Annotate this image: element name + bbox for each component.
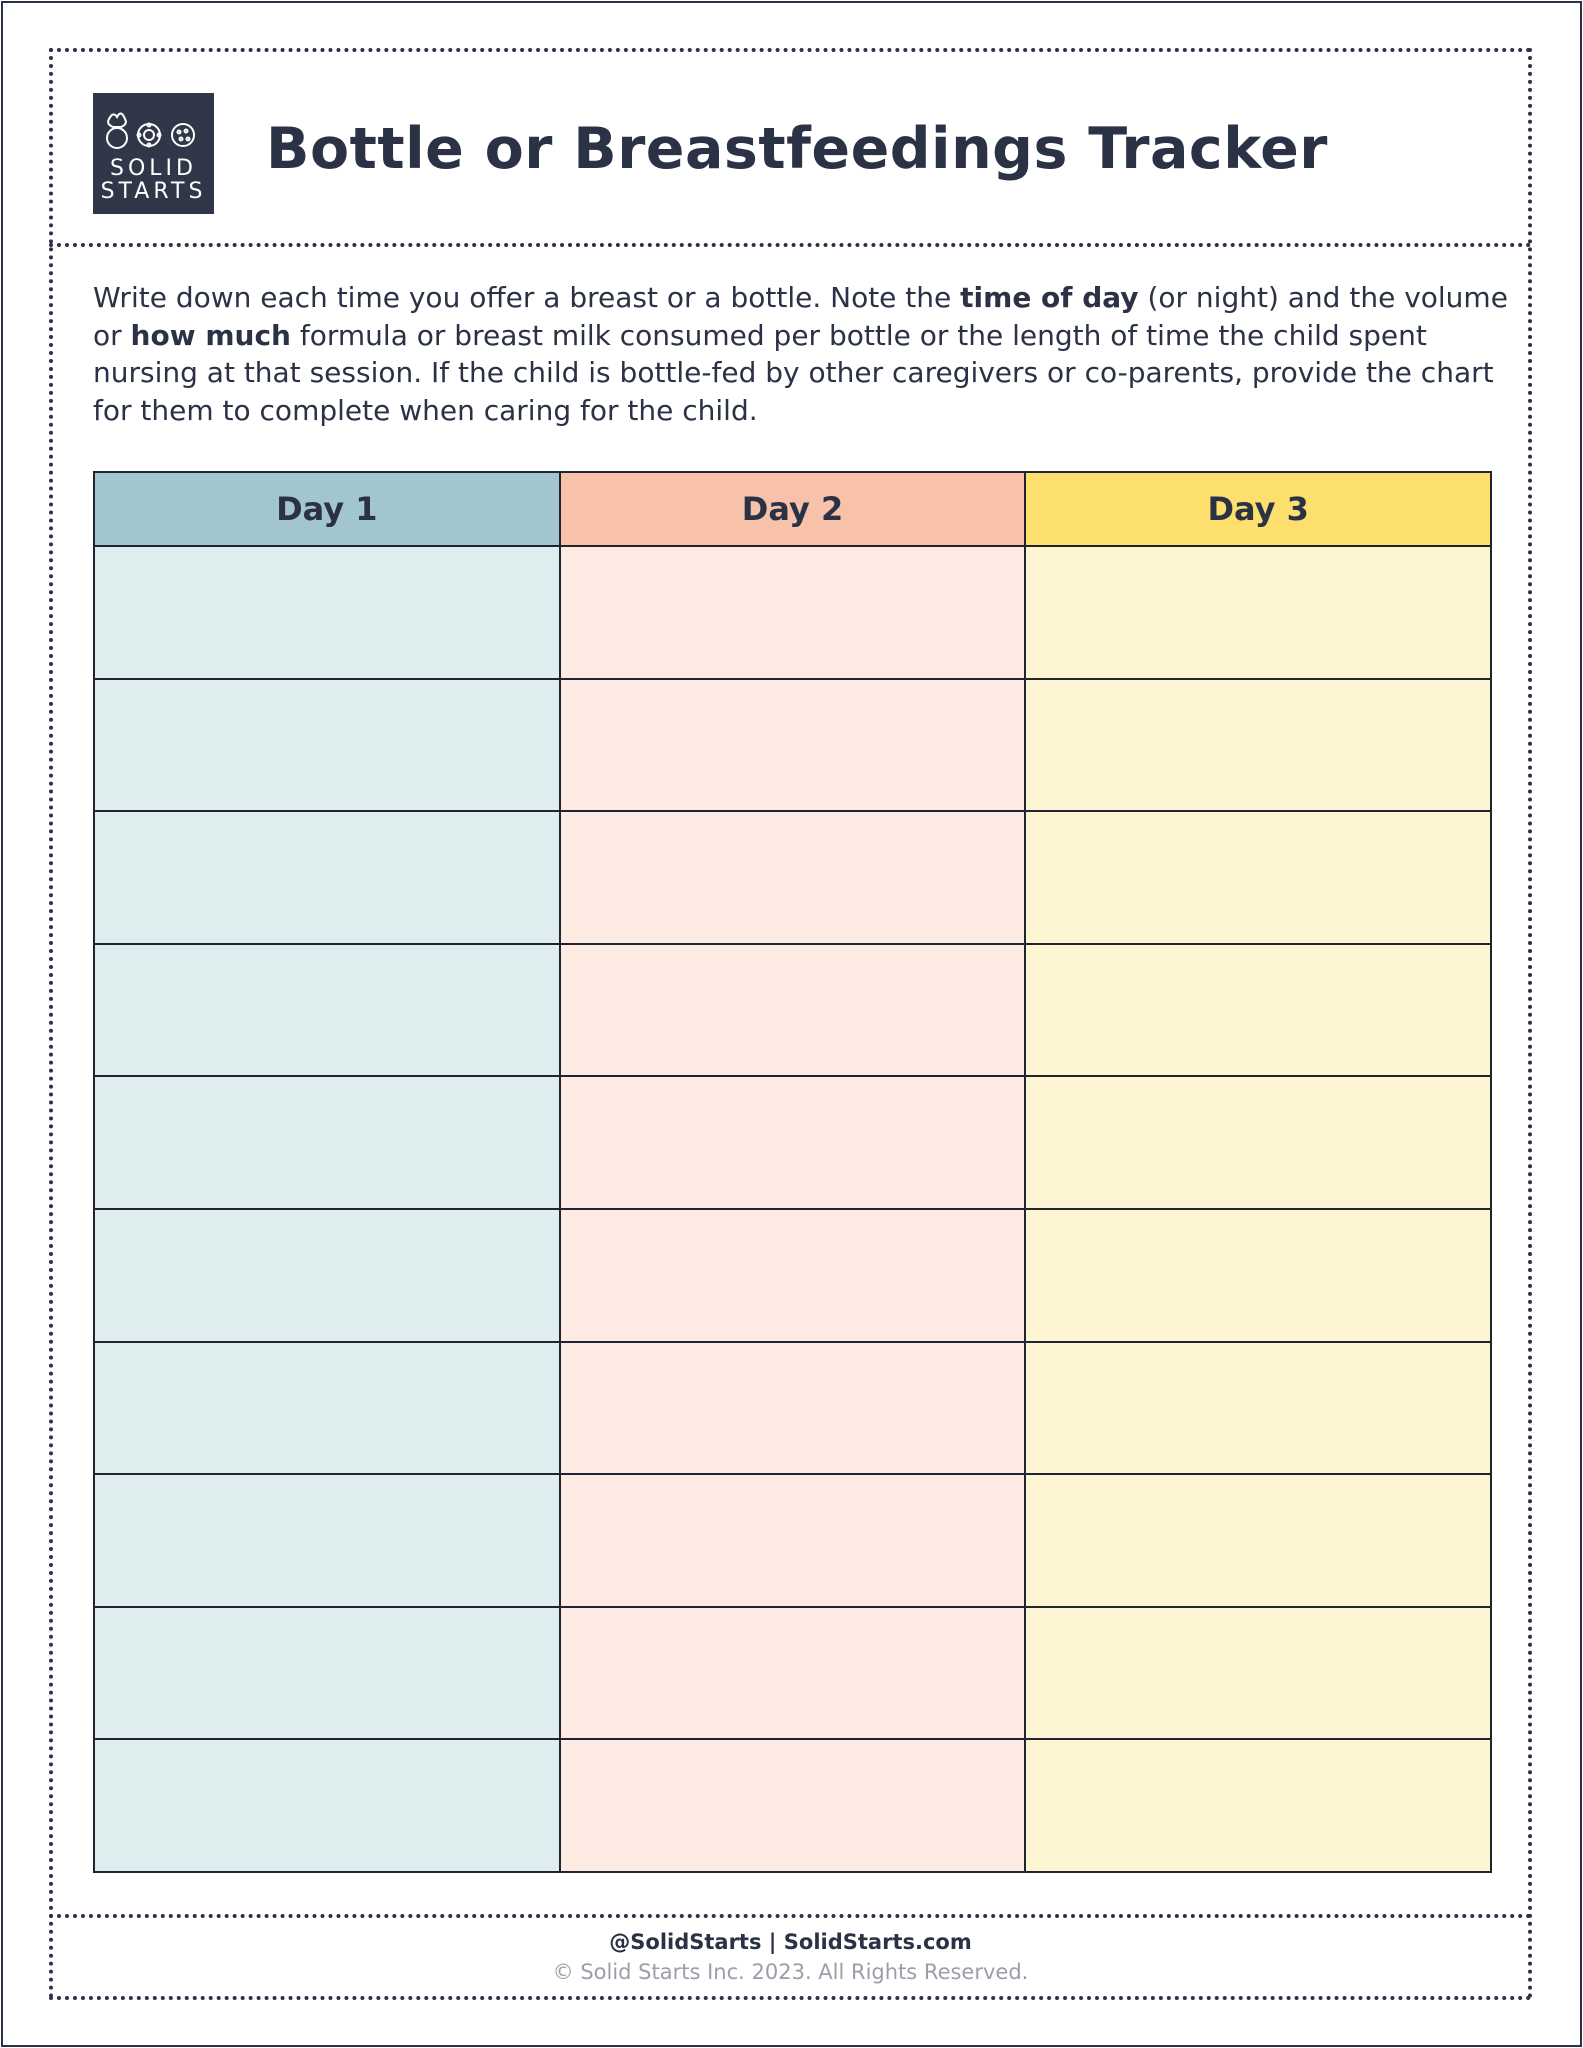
tracker-cell-day-2[interactable]: [560, 546, 1026, 679]
header-divider: [49, 243, 1532, 247]
footer-handle: @SolidStarts | SolidStarts.com: [609, 1930, 972, 1954]
column-header-day-1: Day 1: [94, 472, 560, 546]
tracker-cell-day-2[interactable]: [560, 1607, 1026, 1740]
tracker-cell-day-1[interactable]: [94, 811, 560, 944]
intro-bold-time-of-day: time of day: [960, 281, 1139, 314]
tracker-cell-day-2[interactable]: [560, 1209, 1026, 1342]
tracker-cell-day-1[interactable]: [94, 1474, 560, 1607]
tracker-cell-day-1[interactable]: [94, 1076, 560, 1209]
tracker-cell-day-3[interactable]: [1025, 944, 1491, 1077]
tracker-cell-day-2[interactable]: [560, 1342, 1026, 1475]
intro-text-3: formula or breast milk consumed per bottle or the length of time the child spent nursing at that session. If the child is bottle-fed by other caregivers or co-parents, provide the chart for them to complete when caring for the child.: [93, 318, 1494, 427]
food-icons-icon: [101, 101, 206, 156]
tracker-cell-day-1[interactable]: [94, 679, 560, 812]
tracker-cell-day-3[interactable]: [1025, 1607, 1491, 1740]
tracker-cell-day-3[interactable]: [1025, 1076, 1491, 1209]
tracker-cell-day-2[interactable]: [560, 1076, 1026, 1209]
tracker-table: [93, 471, 1492, 1873]
column-header-day-3: Day 3: [1025, 472, 1491, 546]
tracker-cell-day-3[interactable]: [1025, 1342, 1491, 1475]
tracker-row: [94, 1607, 1491, 1740]
tracker-row: [94, 1739, 1491, 1872]
tracker-row: [94, 944, 1491, 1077]
logo-text-starts: STARTS: [100, 179, 207, 204]
tracker-row: [94, 546, 1491, 679]
tracker-row: [94, 679, 1491, 812]
tracker-cell-day-3[interactable]: [1025, 546, 1491, 679]
intro-bold-how-much: how much: [130, 318, 291, 352]
tracker-cell-day-2[interactable]: [560, 679, 1026, 812]
tracker-cell-day-1[interactable]: [94, 1739, 560, 1872]
instructions-text: [93, 279, 1513, 429]
logo-text-solid: SOLID: [110, 156, 197, 181]
page-title: Bottle or Breastfeedings Tracker: [266, 116, 1328, 182]
tracker-cell-day-2[interactable]: [560, 811, 1026, 944]
tracker-cell-day-1[interactable]: [94, 1209, 560, 1342]
intro-text-2: (or night) and the volume or: [93, 281, 1508, 352]
footer-copyright: © Solid Starts Inc. 2023. All Rights Reserved.: [552, 1960, 1029, 1984]
tracker-cell-day-3[interactable]: [1025, 679, 1491, 812]
tracker-cell-day-1[interactable]: [94, 1342, 560, 1475]
tracker-cell-day-2[interactable]: [560, 944, 1026, 1077]
tracker-row: [94, 1076, 1491, 1209]
tracker-cell-day-2[interactable]: [560, 1739, 1026, 1872]
tracker-body: [94, 546, 1491, 1872]
footer-divider: [49, 1914, 1532, 1918]
tracker-cell-day-1[interactable]: [94, 1607, 560, 1740]
tracker-row: [94, 1209, 1491, 1342]
solid-starts-logo: [93, 93, 214, 214]
tracker-row: [94, 1474, 1491, 1607]
tracker-cell-day-3[interactable]: [1025, 1209, 1491, 1342]
tracker-cell-day-3[interactable]: [1025, 1474, 1491, 1607]
tracker-row: [94, 1342, 1491, 1475]
tracker-cell-day-2[interactable]: [560, 1474, 1026, 1607]
tracker-cell-day-3[interactable]: [1025, 811, 1491, 944]
tracker-header-row: [94, 472, 1491, 546]
intro-text-1: Write down each time you offer a breast or a bottle. Note the: [93, 281, 961, 314]
tracker-row: [94, 811, 1491, 944]
tracker-cell-day-1[interactable]: [94, 546, 560, 679]
tracker-cell-day-3[interactable]: [1025, 1739, 1491, 1872]
tracker-cell-day-1[interactable]: [94, 944, 560, 1077]
column-header-day-2: Day 2: [560, 472, 1026, 546]
